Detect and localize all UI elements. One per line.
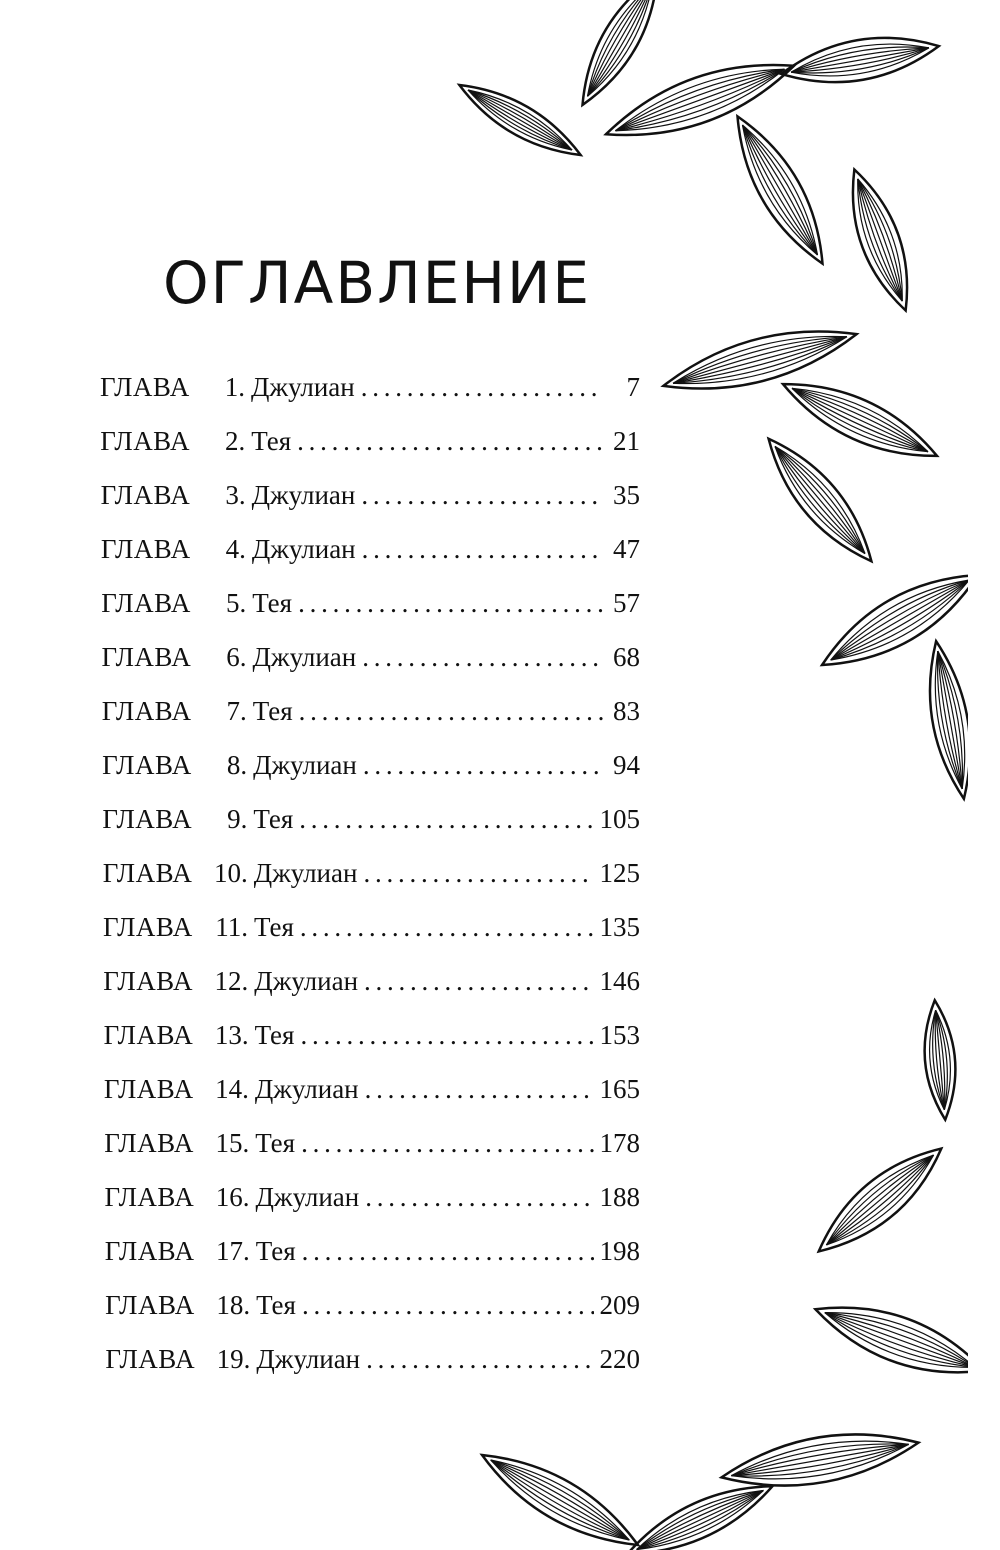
toc-entry[interactable] <box>101 588 640 642</box>
orchid-petal <box>775 366 946 474</box>
chapter-number: 2. <box>225 426 246 456</box>
toc-entry[interactable] <box>101 480 640 534</box>
page-number: 94 <box>613 750 640 780</box>
toc-entry[interactable] <box>102 750 640 804</box>
chapter-label: ГЛАВА <box>101 588 191 618</box>
page-number: 165 <box>599 1074 640 1104</box>
chapter-label: ГЛАВА <box>103 912 193 942</box>
chapter-name: Джулиан <box>252 642 357 672</box>
toc-entry[interactable] <box>103 912 640 966</box>
chapter-name: Джулиан <box>253 750 357 780</box>
chapter-name: Джулиан <box>254 966 359 996</box>
orchid-petal <box>658 314 862 406</box>
orchid-petal <box>919 638 981 802</box>
table-of-contents <box>100 372 640 1398</box>
chapter-name: Джулиан <box>254 1074 359 1104</box>
chapter-label: ГЛАВА <box>102 750 192 780</box>
chapter-name: Тея <box>254 912 294 942</box>
orchid-petal <box>778 26 943 93</box>
chapter-number: 10. <box>213 858 248 888</box>
page-number: 188 <box>599 1182 640 1212</box>
chapter-label: ГЛАВА <box>101 642 192 672</box>
page-number: 220 <box>599 1344 640 1374</box>
chapter-name: Джулиан <box>255 1182 360 1212</box>
orchid-petal <box>920 999 960 1121</box>
chapter-name: Тея <box>255 1236 296 1266</box>
chapter-label: ГЛАВА <box>104 1128 194 1158</box>
page-number: 153 <box>599 1020 640 1050</box>
orchid-petal <box>452 72 588 168</box>
dot-leader <box>363 858 593 889</box>
page-number: 135 <box>599 912 640 942</box>
page-number: 47 <box>613 534 640 564</box>
toc-entry[interactable] <box>100 372 640 426</box>
chapter-name: Джулиан <box>251 480 356 510</box>
dot-leader <box>366 1344 593 1375</box>
toc-entry[interactable] <box>104 1020 640 1074</box>
toc-entry[interactable] <box>100 426 640 480</box>
orchid-petal <box>620 1470 780 1550</box>
chapter-name: Тея <box>256 1290 296 1320</box>
chapter-label: ГЛАВА <box>104 1182 195 1212</box>
chapter-number: 12. <box>214 966 249 996</box>
chapter-label: ГЛАВА <box>103 1020 194 1050</box>
chapter-number: 5. <box>225 588 247 618</box>
chapter-name: Тея <box>251 426 292 456</box>
toc-entry[interactable] <box>103 966 640 1020</box>
page-number: 198 <box>599 1236 640 1266</box>
chapter-label: ГЛАВА <box>102 858 193 888</box>
chapter-name: Джулиан <box>253 858 358 888</box>
chapter-number: 4. <box>225 534 246 564</box>
dot-leader <box>365 1182 593 1213</box>
chapter-label: ГЛАВА <box>100 426 190 456</box>
toc-entry[interactable] <box>104 1074 640 1128</box>
chapter-number: 19. <box>216 1344 251 1374</box>
orchid-petal <box>598 45 801 156</box>
orchid-petal <box>720 106 840 273</box>
orchid-petal <box>811 556 989 685</box>
toc-entry[interactable] <box>103 858 640 912</box>
chapter-label: ГЛАВА <box>105 1290 195 1320</box>
chapter-name: Джулиан <box>251 372 355 402</box>
chapter-name: Тея <box>252 696 293 726</box>
page-number: 35 <box>613 480 640 510</box>
toc-entry[interactable] <box>105 1290 640 1344</box>
toc-entry[interactable] <box>105 1236 640 1290</box>
toc-entry[interactable] <box>105 1344 640 1398</box>
dot-leader <box>300 912 594 943</box>
chapter-number: 18. <box>216 1290 251 1320</box>
chapter-name: Джулиан <box>256 1344 361 1374</box>
toc-entry[interactable] <box>104 1128 640 1182</box>
dot-leader <box>365 1074 594 1105</box>
dot-leader <box>362 642 604 673</box>
chapter-name: Тея <box>254 1020 295 1050</box>
chapter-number: 1. <box>224 372 245 402</box>
chapter-number: 17. <box>216 1236 250 1266</box>
chapter-number: 16. <box>215 1182 250 1212</box>
orchid-petal <box>808 1288 993 1392</box>
page-title: ОГЛАВЛЕНИЕ <box>163 249 592 317</box>
dot-leader <box>300 1020 593 1051</box>
dot-leader <box>297 426 604 457</box>
chapter-name: Тея <box>253 804 294 834</box>
chapter-label: ГЛАВА <box>100 372 190 402</box>
page-number: 68 <box>613 642 640 672</box>
page-number: 125 <box>599 858 640 888</box>
dot-leader <box>299 696 604 727</box>
page-number: 57 <box>613 588 640 618</box>
orchid-petal <box>754 427 886 574</box>
chapter-label: ГЛАВА <box>104 1236 195 1266</box>
chapter-number: 7. <box>226 696 247 726</box>
chapter-label: ГЛАВА <box>105 1344 196 1374</box>
dot-leader <box>301 1128 593 1159</box>
dot-leader <box>362 534 604 565</box>
toc-entry[interactable] <box>105 1182 641 1236</box>
orchid-petal <box>472 1438 648 1550</box>
dot-leader <box>299 804 593 835</box>
chapter-number: 15. <box>215 1128 250 1158</box>
chapter-number: 6. <box>226 642 247 672</box>
chapter-label: ГЛАВА <box>101 696 192 726</box>
page-number: 146 <box>599 966 640 996</box>
toc-entry[interactable] <box>102 642 641 696</box>
page-number: 21 <box>613 426 640 456</box>
chapter-number: 9. <box>227 804 248 834</box>
chapter-number: 13. <box>214 1020 249 1050</box>
orchid-petal <box>836 163 923 317</box>
dot-leader <box>361 372 604 403</box>
toc-entry[interactable] <box>101 534 640 588</box>
dot-leader <box>361 480 604 511</box>
toc-entry[interactable] <box>102 804 640 858</box>
chapter-number: 3. <box>225 480 246 510</box>
orchid-petal <box>567 0 672 114</box>
toc-entry[interactable] <box>102 696 640 750</box>
page-number: 83 <box>613 696 640 726</box>
page-number: 7 <box>626 372 640 402</box>
orchid-petal <box>718 1420 923 1499</box>
dot-leader <box>364 966 593 997</box>
page-number: 209 <box>599 1290 640 1320</box>
chapter-label: ГЛАВА <box>102 804 193 834</box>
chapter-number: 14. <box>215 1074 249 1104</box>
chapter-name: Тея <box>252 588 293 618</box>
chapter-number: 11. <box>215 912 248 942</box>
dot-leader <box>302 1290 594 1321</box>
page-number: 105 <box>599 804 640 834</box>
chapter-name: Тея <box>255 1128 296 1158</box>
chapter-label: ГЛАВА <box>100 534 191 564</box>
dot-leader <box>302 1236 594 1267</box>
dot-leader <box>363 750 604 781</box>
chapter-number: 8. <box>226 750 248 780</box>
page-number: 178 <box>599 1128 640 1158</box>
chapter-name: Джулиан <box>251 534 356 564</box>
page-edge <box>968 0 1000 1550</box>
chapter-label: ГЛАВА <box>103 966 193 996</box>
orchid-petal <box>806 1133 954 1266</box>
dot-leader <box>298 588 604 619</box>
chapter-label: ГЛАВА <box>100 480 191 510</box>
chapter-label: ГЛАВА <box>103 1074 194 1104</box>
